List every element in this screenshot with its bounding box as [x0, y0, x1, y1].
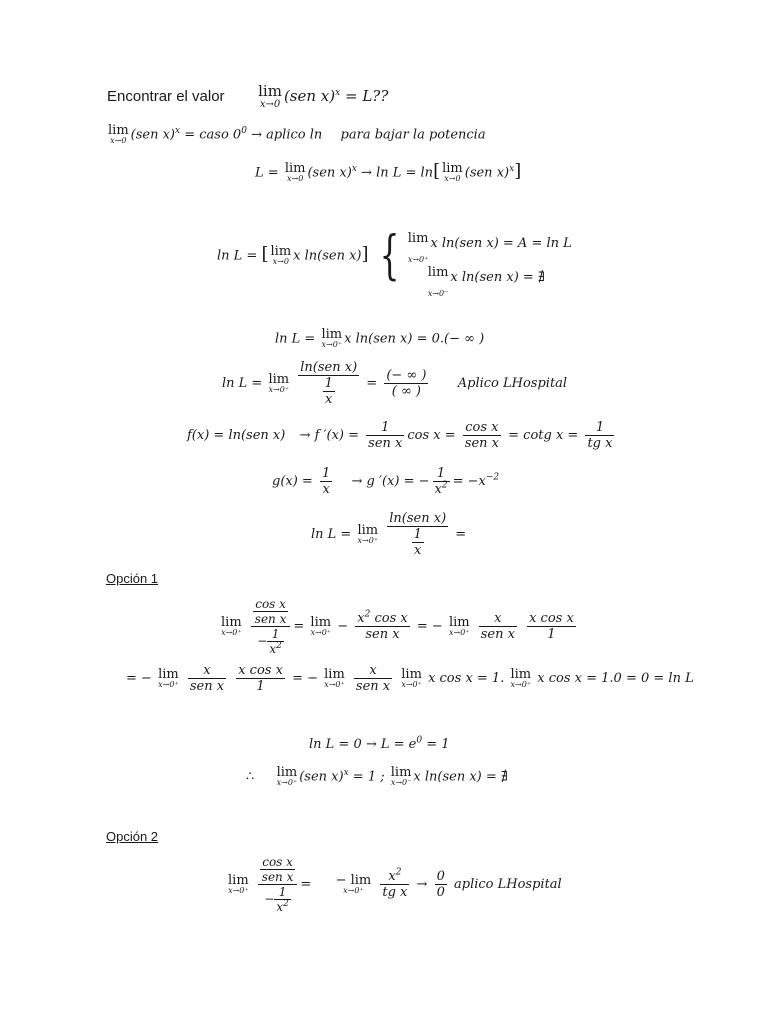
option-1-heading: Opción 1 — [106, 571, 159, 586]
quotient-restated: ln L = lim x→0⁺ $\frac{\text{ln(sen x)}}{\frac{1}{x}}$ = — [311, 511, 467, 558]
option-1-step-2: = − lim x→0⁺ $\frac{x}{\text{sen x}}$ $\frac{\text{x cos x}}{1}$ = − lim x→0⁺ $\frac{x}{\text{sen x}}$ lim x→0⁺ x cos x = 1. lim x→0⁺ x cos x = 1.0 = 0 = ln L — [126, 663, 694, 694]
brace: { — [379, 226, 400, 286]
option-2-step-1: lim x→0⁺ $\frac{\text{cos x}}{\text{sen x}}$ − $\frac{1}{x^2}$ = − lim x→0⁺ $\frac{x^2}{\text{tg x}}$ → $\frac{0}{0}$ aplico LHospital — [228, 855, 562, 914]
rewrite-quotient: ln L = lim x→0⁺ $\frac{\text{ln(sen x)}}{\frac{1}{x}}$ = $\frac{(- \infty )}{( \infty )}$ Aplico LHospital — [222, 360, 568, 407]
option-1-step-1: lim x→0⁺ $\frac{\text{cos x}}{\text{sen x}}$ − $\frac{1}{x^2}$ = lim x→0⁺ − $\frac{x^2 \cos x}{\text{sen x}}$ = − lim x→0⁺ $\frac{x}{\text{sen x}}$ $\frac{\text{x cos x}}{1}$ — [221, 597, 574, 656]
derivative-f: f(x) = ln(sen x) → f ′(x) = $\frac{1}{\text{sen x}}$ cos x = $\frac{\text{cos x}}{\text{sen x}}$ = cotg x = $\frac{1}{\text{tg x}}$ — [187, 420, 613, 451]
result-L: $\ln L = 0 \to L = e^0 = 1$ — [309, 735, 450, 752]
case-statement: lim x→0 (sen x)$^x$ = caso $0^0$ → aplico ln para bajar la potencia — [108, 123, 486, 145]
derivative-g: g(x) = $\frac{1}{x}$ → g ′(x) = − $\frac{1}{x^2}$ = $-x^{-2}$ — [272, 466, 500, 497]
log-setup: L = lim x→0 (sen x)$^x$ → ln L = ln[ lim x→0 (sen x)$^x$] — [255, 160, 522, 183]
indeterminate-form: ln L = lim x→0⁺ x ln(sen x) = 0.(− ∞ ) — [275, 327, 485, 349]
problem-title: Encontrar el valor lim x→0 (sen x)$^x$ = L?? — [107, 82, 389, 110]
conclusion: ∴ lim x→0⁺ (sen x)$^x$ = 1 ; lim x→0⁻ x ln(sen x) = ∄ — [246, 765, 508, 787]
one-sided-limits: ln L = [ lim x→0 x ln(sen x)] { lim x→0⁺ x ln(sen x) = A = ln L lim x→0⁻ x ln(sen x) = ∄ — [217, 226, 572, 298]
option-2-heading: Opción 2 — [106, 829, 159, 844]
